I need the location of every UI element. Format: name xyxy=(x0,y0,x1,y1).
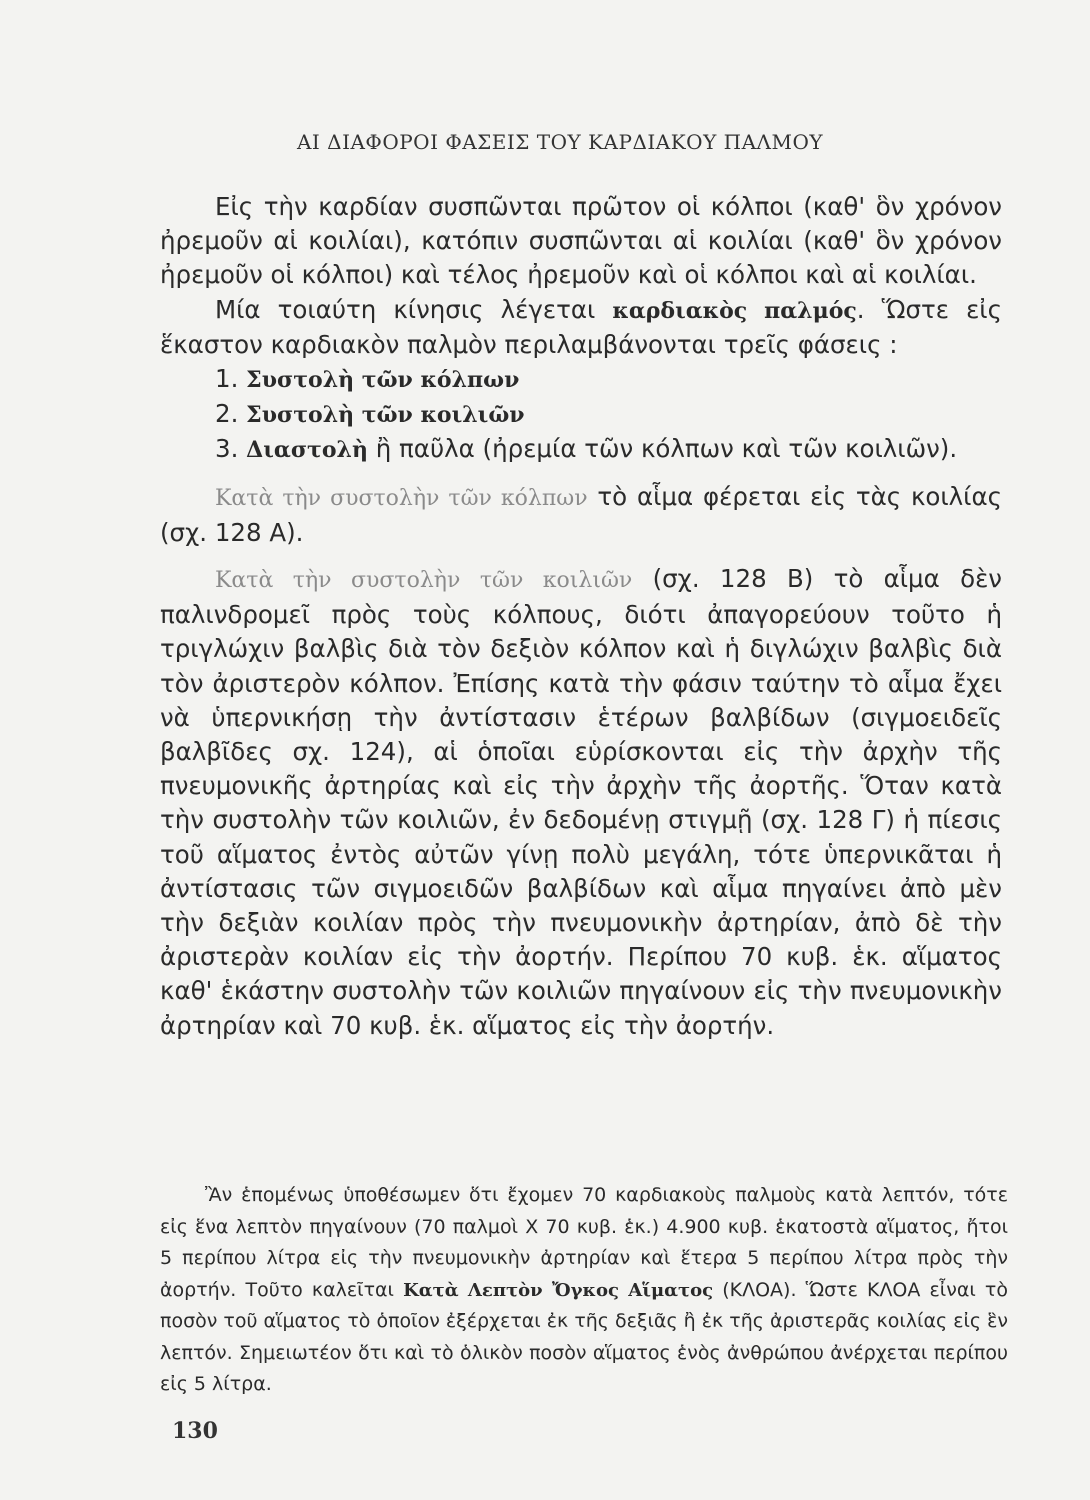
list-item xyxy=(160,432,1002,467)
main-text xyxy=(160,190,1002,1043)
list-item-term: Διαστολὴ xyxy=(246,437,368,464)
footnote xyxy=(160,1180,1008,1401)
term-cardiac-pulse: καρδιακὸς παλμός xyxy=(612,297,857,324)
footnote-text-start: Ἂν ἑπομένως ὑποθέσωμεν ὅτι ἔχομεν 70 καρδιακοὺς παλμοὺς κατὰ λεπτόν, τότε εἰς ἕνα λεπτὸν πηγαίνουν (70 παλμοὶ Χ 70 κυβ. ἑκ.) 4.900 κυβ. ἑκατοστὰ αἵματος, ἤτοι 5 περίπου λίτρα εἰς τὴν πνευμονικὴν ἀρτηρίαν καὶ ἕτερα 5 περίπου λίτρα πρὸς τὴν ἀορτήν. Τοῦτο καλεῖται xyxy=(160,1184,1008,1301)
list-item-number: 2. xyxy=(215,399,247,429)
paragraph-3-text: τὸ αἷμα φέρεται εἰς τὰς κοιλίας (σχ. 128 Α). xyxy=(160,481,1003,547)
paragraph-4-text: (σχ. 128 Β) τὸ αἷμα δὲν παλινδρομεῖ πρὸς τοὺς κόλπους, διότι ἀπαγορεύουν τοῦτο ἡ τριγλώχιν βαλβὶς διὰ τὸν δεξιὸν κόλπον καὶ ἡ διγλώχιν βαλβὶς διὰ τὸν ἀριστερὸν κόλπον. Ἐπίσης κατὰ τὴν φάσιν ταύτην τὸ αἷμα ἔχει νὰ ὑπερνικήσῃ τὴν ἀντίστασιν ἑτέρων βαλβίδων (σιγμοειδεῖς βαλβῖδες σχ. 124), αἱ ὁποῖαι εὑρίσκονται εἰς τὴν ἀρχὴν τῆς πνευμονικῆς ἀρτηρίας καὶ εἰς τὴν ἀρχὴν τῆς ἀορτῆς. Ὅταν κατὰ τὴν συστολὴν τῶν κοιλιῶν, ἐν δεδομένῃ στιγμῇ (σχ. 128 Γ) ἡ πίεσις τοῦ αἵματος ἐντὸς αὐτῶν γίνῃ πολὺ μεγάλη, τότε ὑπερνικᾶται ἡ ἀντίστασις τῶν σιγμοειδῶν βαλβίδων καὶ αἷμα πηγαίνει ἀπὸ μὲν τὴν δεξιὰν κοιλίαν πρὸς τὴν πνευμονικὴν ἀρτηρίαν, ἀπὸ δὲ τὴν ἀριστερὰν κοιλίαν εἰς τὴν ἀορτήν. Περίπου 70 κυβ. ἑκ. αἵματος καθ' ἑκάστην συστολὴν τῶν κοιλιῶν πηγαίνουν εἰς τὴν πνευμονικὴν ἀρτηρίαν καὶ 70 κυβ. ἑκ. αἵματος εἰς τὴν ἀορτήν. xyxy=(160,564,1002,1040)
footnote-text-end: (ΚΛΟΑ). Ὥστε ΚΛΟΑ εἶναι τὸ ποσὸν τοῦ αἵματος τὸ ὁποῖον ἐξέρχεται ἐκ τῆς δεξιᾶς ἢ ἐκ τῆς ἀριστερᾶς κοιλίας εἰς ἓν λεπτόν. Σημειωτέον ὅτι καὶ τὸ ὁλικὸν ποσὸν αἵματος ἑνὸς ἀνθρώπου ἀνέρχεται περίπου εἰς 5 λίτρα. xyxy=(160,1278,1008,1395)
paragraph-3 xyxy=(160,480,1002,550)
paragraph-1: Εἰς τὴν καρδίαν συσπῶνται πρῶτον οἱ κόλποι (καθ' ὃν χρόνον ἠρεμοῦν αἱ κοιλίαι), κατόπιν συσπῶνται αἱ κοιλίαι (καθ' ὃν χρόνον ἠρεμοῦν οἱ κόλποι) καὶ τέλος ἠρεμοῦν καὶ οἱ κόλποι καὶ αἱ κοιλίαι. xyxy=(160,192,1002,290)
paragraph-3-heading: Κατὰ τὴν συστολὴν τῶν κόλπων xyxy=(215,485,588,511)
footnote-term: Κατὰ Λεπτὸν Ὄγκος Αἵματος xyxy=(403,1279,714,1301)
paragraph-4 xyxy=(160,562,1002,1043)
paragraph-2-start: Μία τοιαύτη κίνησις λέγεται xyxy=(215,294,613,324)
paragraph-2-end: . Ὥστε εἰς ἕκαστον καρδιακὸν παλμὸν περιλαμβάνονται τρεῖς φάσεις : xyxy=(160,294,1002,359)
list-item-text: ἢ παῦλα (ἠρεμία τῶν κόλπων καὶ τῶν κοιλιῶν). xyxy=(367,434,958,464)
list-item-number: 1. xyxy=(215,364,247,394)
list-item xyxy=(160,362,1002,397)
page-number: 130 xyxy=(172,1418,218,1444)
chapter-title: ΑΙ ΔΙΑΦΟΡΟΙ ΦΑΣΕΙΣ ΤΟΥ ΚΑΡΔΙΑΚΟΥ ΠΑΛΜΟΥ xyxy=(296,130,824,154)
footnote-paragraph xyxy=(160,1180,1008,1401)
list-item-number: 3. xyxy=(215,434,247,464)
list-item xyxy=(160,397,1002,432)
paragraph-4-heading: Κατὰ τὴν συστολὴν τῶν κοιλιῶν xyxy=(215,568,633,594)
paragraph-2 xyxy=(160,293,1002,362)
list-item-term: Συστολὴ τῶν κόλπων xyxy=(246,367,520,394)
list-item-term: Συστολὴ τῶν κοιλιῶν xyxy=(246,402,525,429)
